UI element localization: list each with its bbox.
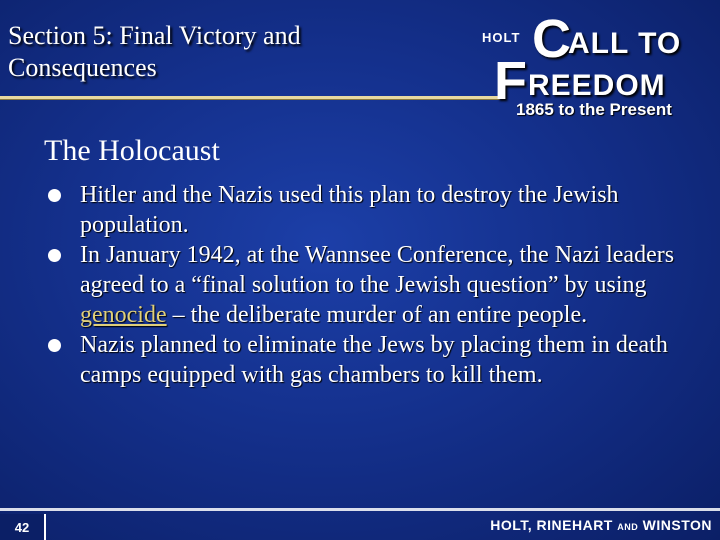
bullet-text: Hitler and the Nazis used this plan to destroy the Jewish population.	[80, 182, 619, 238]
genocide-term-link[interactable]: genocide	[80, 302, 167, 328]
logo-reedom: REEDOM	[528, 69, 666, 102]
logo-c: C	[532, 9, 571, 69]
bullet-item	[46, 330, 686, 390]
logo-all-to: ALL TO	[568, 27, 682, 60]
page-number: 42	[0, 514, 46, 540]
bullet-item	[46, 240, 686, 330]
bullet-dot-icon	[48, 189, 61, 202]
slide-title: The Holocaust	[44, 134, 220, 167]
bullet-text-pre: In January 1942, at the Wannsee Conference, the Nazi leaders agreed to a “final solution to the Jewish question” by using	[80, 242, 675, 298]
bullet-dot-icon	[48, 249, 61, 262]
header-divider	[0, 96, 500, 100]
bullet-list	[46, 180, 686, 390]
publisher-part-b: WINSTON	[642, 517, 712, 533]
section-title: Section 5: Final Victory and Consequences	[8, 21, 301, 82]
publisher-name	[490, 517, 712, 533]
publisher-part-a: HOLT, RINEHART	[490, 517, 613, 533]
footer-divider	[0, 508, 720, 511]
bullet-dot-icon	[48, 339, 61, 352]
logo-f: F	[494, 51, 527, 111]
call-to-freedom-logo	[480, 8, 720, 123]
bullet-text-post: – the deliberate murder of an entire people.	[166, 302, 588, 328]
logo-holt: HOLT	[482, 30, 521, 45]
publisher-and: AND	[617, 522, 639, 532]
logo-subtitle: 1865 to the Present	[516, 100, 672, 119]
bullet-text: Nazis planned to eliminate the Jews by placing them in death camps equipped with gas chambers to kill them.	[80, 332, 668, 388]
bullet-item	[46, 180, 686, 240]
